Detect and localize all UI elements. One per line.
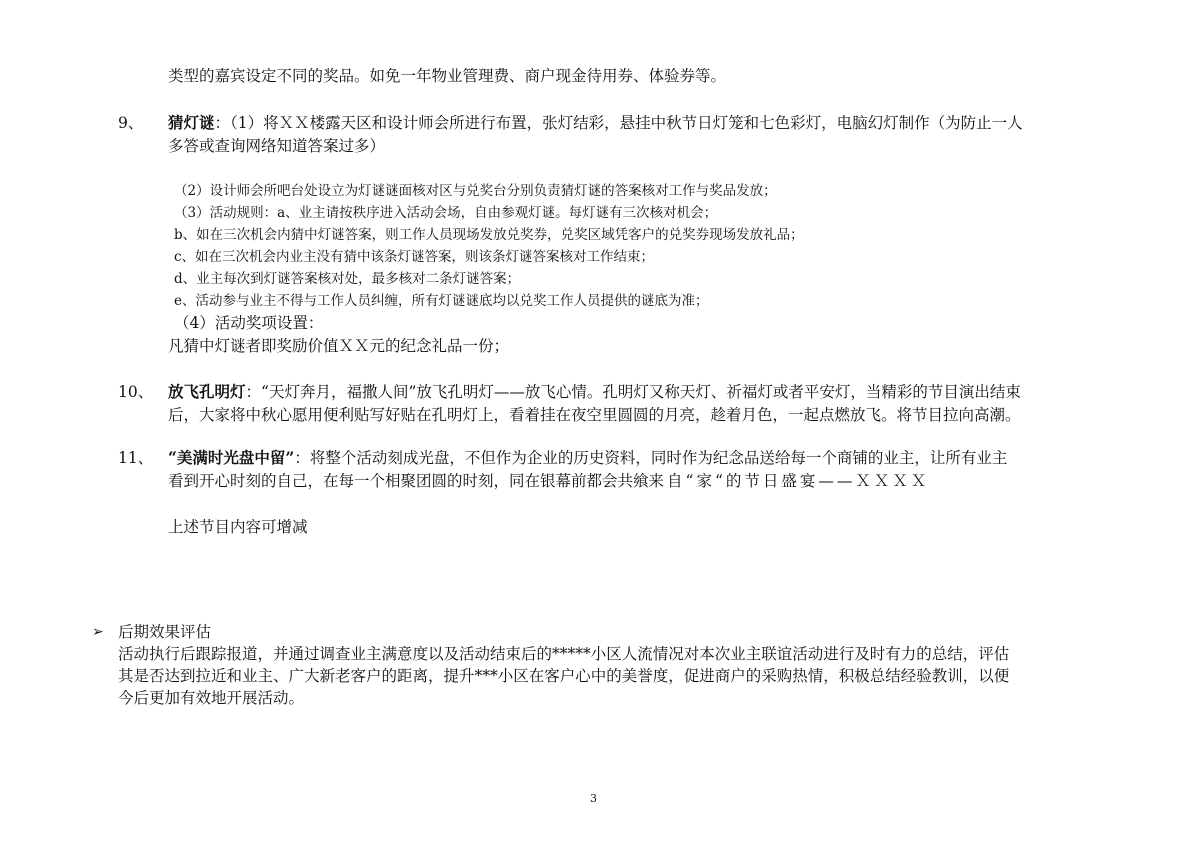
arrow-bullet-icon: ➢ [92,624,104,640]
item-10-title: 放飞孔明灯 [168,382,246,401]
item-9-line-1 [168,113,1023,133]
item-9-rule-d: d、业主每次到灯谜答案核对处，最多核对二条灯谜答案； [174,271,521,287]
item-9-sub-2: （2）设计师会所吧台处设立为灯谜谜面核对区与兑奖台分别负责猜灯谜的答案核对工作与奖品发放； [174,183,777,199]
item-10-line-2: 后，大家将中秋心愿用便利贴写好贴在孔明灯上，看着挂在夜空里圆圆的月亮，趁着月色，一起点燃放飞。将节目拉向高潮。 [168,406,1021,424]
item-10-line-1-text: ：“天灯奔月，福撒人间”放飞孔明灯——放飞心情。孔明灯又称天灯、祈福灯或者平安灯，当精彩的节目演出结束 [245,383,1021,401]
intro-line: 类型的嘉宾设定不同的奖品。如免一年物业管理费、商户现金待用券、体验券等。 [168,67,727,85]
item-9-rule-e: e、活动参与业主不得与工作人员纠缠，所有灯谜谜底均以兑奖工作人员提供的谜底为准； [174,293,709,309]
item-9-line-2: 多答或查询网络知道答案过多） [168,137,386,155]
note-line: 上述节目内容可增减 [168,518,308,536]
item-11-line-1 [168,448,1007,468]
item-9-sub-4-detail: 凡猜中灯谜者即奖励价值ＸＸ元的纪念礼品一份； [168,337,510,355]
item-9-rule-b: b、如在三次机会内猜中灯谜答案，则工作人员现场发放兑奖券，兑奖区域凭客户的兑奖券现场发放礼品； [174,227,804,243]
section-heading: 后期效果评估 [118,623,212,641]
item-11-line-2 [168,471,929,491]
item-10-number: 10、 [118,383,154,401]
item-11-title: “美满时光盘中留” [168,448,295,467]
section-line-2: 其是否达到拉近和业主、广大新老客户的距离，提升***小区在客户心中的美誉度，促进商户的采购热情，积极总结经验教训，以便 [118,667,1010,685]
item-11-line-2-b: 来自“家“的节日盛宴——ＸＸＸＸ [648,472,930,490]
section-line-1: 活动执行后跟踪报道，并通过调查业主满意度以及活动结束后的*****小区人流情况对本次业主联谊活动进行及时有力的总结，评估 [118,645,1010,663]
item-9-sub-3: （3）活动规则：a、业主请按秩序进入活动会场，自由参观灯谜。每灯谜有三次核对机会； [174,205,718,221]
item-11-line-1-text: ：将整个活动刻成光盘，不但作为企业的历史资料，同时作为纪念品送给每一个商铺的业主，让所有业主 [294,449,1008,467]
item-9-rule-c: c、如在三次机会内业主没有猜中该条灯谜答案，则该条灯谜答案核对工作结束； [174,249,655,265]
item-9-number: 9、 [118,114,144,132]
section-line-3: 今后更加有效地开展活动。 [118,689,305,707]
item-11-number: 11、 [118,449,154,467]
item-9-title: 猜灯谜 [168,113,215,132]
item-11-line-2-a: 看到开心时刻的自己，在每一个相聚团圆的时刻，同在银幕前都会共飨 [168,472,649,490]
page-number: 3 [590,792,597,805]
item-10-line-1 [168,382,1021,402]
item-9-sub-4: （4）活动奖项设置： [174,314,324,332]
item-9-line-1-text: ：（1）将ＸＸ楼露天区和设计师会所进行布置，张灯结彩，悬挂中秋节日灯笼和七色彩灯，电脑幻灯制作（为防止一人 [214,114,1023,132]
